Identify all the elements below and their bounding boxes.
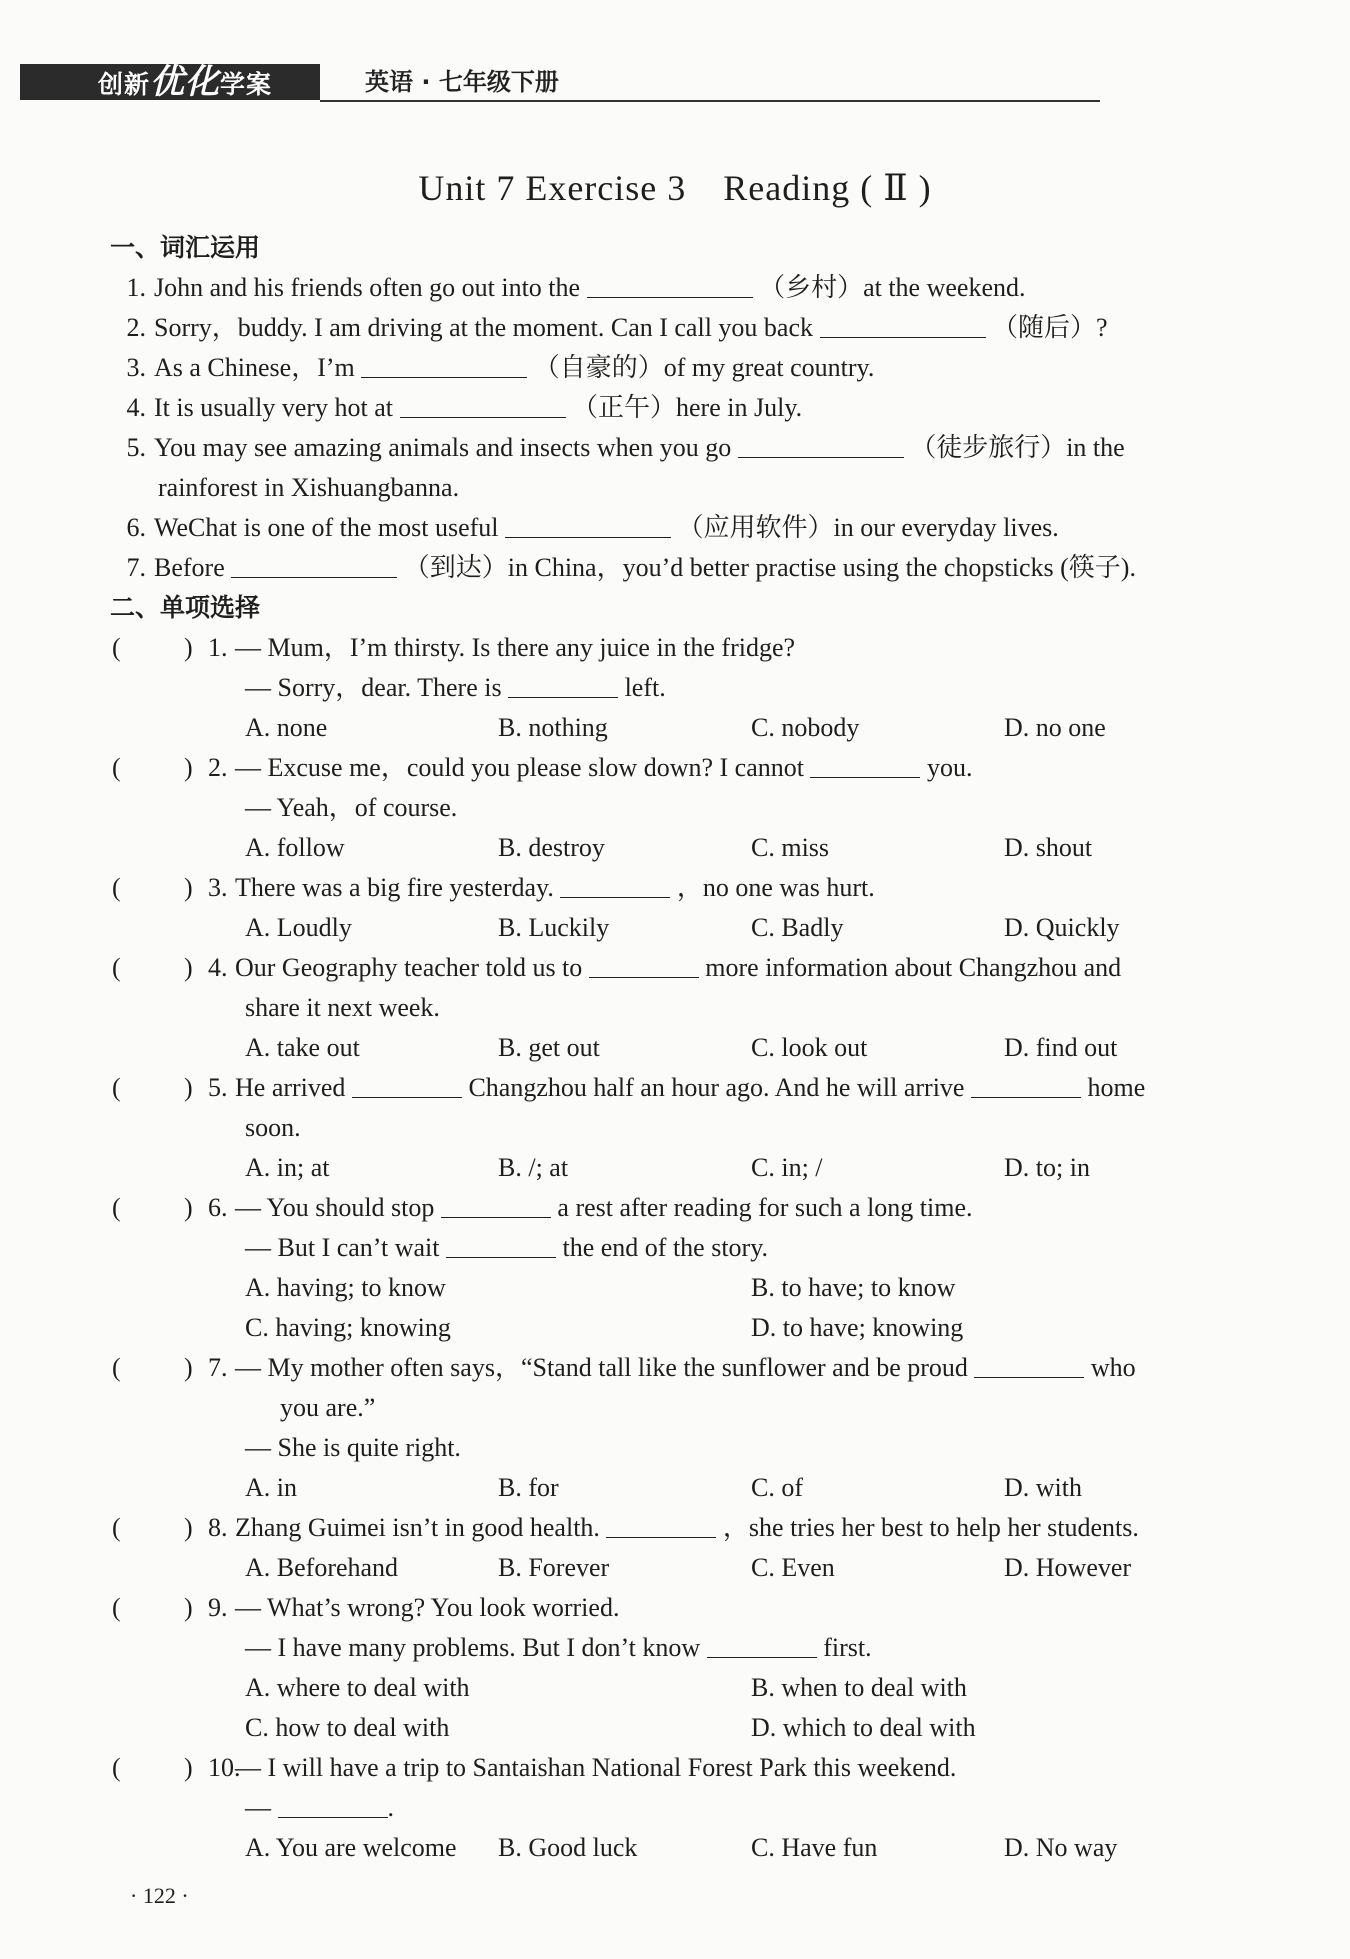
vocab-item-7: 7. Before （到达）in China，you’d better practise using the chopsticks (筷子).: [126, 553, 1136, 582]
question-10: ( ) 10. — I will have a trip to Santaishan National Forest Park this weekend.: [110, 1748, 1260, 1788]
vocab-item-5: 5. You may see amazing animals and insects when you go （徒步旅行）in the: [126, 433, 1125, 462]
question-10-line-2: — .: [245, 1793, 394, 1822]
answer-blank[interactable]: [441, 1191, 551, 1218]
option-a[interactable]: A. follow: [245, 833, 345, 862]
header-rule: [320, 100, 1100, 102]
question-3: ( ) 3. There was a big fire yesterday. ，no one was hurt.: [110, 868, 1260, 908]
option-c[interactable]: C. in; /: [751, 1153, 823, 1182]
question-8: ( ) 8. Zhang Guimei isn’t in good health. ，she tries her best to help her students.: [110, 1508, 1260, 1548]
answer-blank[interactable]: [446, 1231, 556, 1258]
section-choice-heading: 二、单项选择: [110, 593, 261, 622]
page-title: Unit 7 Exercise 3 Reading ( Ⅱ ): [418, 168, 932, 208]
option-d[interactable]: D. with: [1004, 1473, 1082, 1502]
option-a[interactable]: A. in; at: [245, 1153, 330, 1182]
vocab-item-3: 3. As a Chinese，I’m （自豪的）of my great country.: [126, 353, 875, 382]
answer-slot[interactable]: ( ) 8.: [112, 1513, 228, 1542]
question-6-line-2: — But I can’t wait the end of the story.: [245, 1233, 769, 1262]
answer-blank[interactable]: [606, 1511, 716, 1538]
vocab-item-2: 2. Sorry，buddy. I am driving at the moment. Can I call you back （随后）?: [126, 313, 1108, 342]
question-9-line-2: — I have many problems. But I don’t know first.: [245, 1633, 872, 1662]
answer-slot[interactable]: ( ) 10.: [112, 1753, 241, 1782]
option-c[interactable]: C. Badly: [751, 913, 844, 942]
answer-blank[interactable]: [231, 551, 397, 578]
answer-slot[interactable]: ( ) 7.: [112, 1353, 228, 1382]
option-b[interactable]: B. for: [498, 1473, 559, 1502]
option-d[interactable]: D. which to deal with: [751, 1713, 976, 1742]
answer-blank[interactable]: [361, 351, 527, 378]
answer-blank[interactable]: [278, 1791, 388, 1818]
answer-slot[interactable]: ( ) 4.: [112, 953, 228, 982]
option-a[interactable]: A. having; to know: [245, 1273, 446, 1302]
question-1-line-2: — Sorry，dear. There is left.: [245, 673, 666, 702]
question-6-options-row-2: [110, 1308, 1260, 1348]
option-a[interactable]: A. where to deal with: [245, 1673, 470, 1702]
option-b[interactable]: B. to have; to know: [751, 1273, 956, 1302]
answer-slot[interactable]: ( ) 3.: [112, 873, 228, 902]
vocab-item-5-continued: rainforest in Xishuangbanna.: [158, 473, 460, 502]
answer-blank[interactable]: [587, 271, 753, 298]
option-a[interactable]: A. Beforehand: [245, 1553, 399, 1582]
answer-blank[interactable]: [971, 1071, 1081, 1098]
question-7: ( ) 7. — My mother often says，“Stand tall like the sunflower and be proud who: [110, 1348, 1260, 1388]
answer-blank[interactable]: [508, 671, 618, 698]
question-7-line-2: you are.”: [280, 1393, 376, 1422]
option-b[interactable]: B. get out: [498, 1033, 600, 1062]
answer-blank[interactable]: [820, 311, 986, 338]
option-d[interactable]: D. to have; knowing: [751, 1313, 964, 1342]
option-d[interactable]: D. no one: [1004, 713, 1106, 742]
question-6-options-row-1: [110, 1268, 1260, 1308]
option-a[interactable]: A. You are welcome: [245, 1833, 457, 1862]
question-7-options: [110, 1468, 1260, 1508]
question-10-options: [110, 1828, 1260, 1868]
option-c[interactable]: C. nobody: [751, 713, 860, 742]
question-5-line-2: soon.: [245, 1113, 301, 1142]
option-b[interactable]: B. when to deal with: [751, 1673, 967, 1702]
option-a[interactable]: A. take out: [245, 1033, 360, 1062]
page-header: [20, 60, 1080, 104]
answer-slot[interactable]: ( ) 2.: [112, 753, 228, 782]
option-b[interactable]: B. Luckily: [498, 913, 610, 942]
option-d[interactable]: D. shout: [1004, 833, 1093, 862]
answer-blank[interactable]: [589, 951, 699, 978]
subject-label: 英语 · 七年级下册: [365, 68, 559, 96]
question-9-options-row-1: [110, 1668, 1260, 1708]
question-5: ( ) 5. He arrived Changzhou half an hour ago. And he will arrive home: [110, 1068, 1260, 1108]
vocab-item-4: 4. It is usually very hot at （正午）here in July.: [126, 393, 803, 422]
answer-slot[interactable]: ( ) 5.: [112, 1073, 228, 1102]
option-d[interactable]: D. to; in: [1004, 1153, 1090, 1182]
answer-slot[interactable]: ( ) 9.: [112, 1593, 228, 1622]
answer-blank[interactable]: [707, 1631, 817, 1658]
page-number: · 122 ·: [130, 1883, 189, 1908]
option-a[interactable]: A. none: [245, 713, 328, 742]
question-1: ( ) 1. — Mum，I’m thirsty. Is there any juice in the fridge?: [110, 628, 1260, 668]
option-b[interactable]: B. nothing: [498, 713, 608, 742]
vocab-item-1: 1. John and his friends often go out into the （乡村）at the weekend.: [126, 273, 1026, 302]
answer-slot[interactable]: ( ) 6.: [112, 1193, 228, 1222]
question-4-options: [110, 1028, 1260, 1068]
answer-blank[interactable]: [352, 1071, 462, 1098]
question-2-options: [110, 828, 1260, 868]
answer-slot[interactable]: ( ) 1.: [112, 633, 228, 662]
question-2-line-2: — Yeah，of course.: [245, 793, 458, 822]
question-9-options-row-2: [110, 1708, 1260, 1748]
option-d[interactable]: D. No way: [1004, 1833, 1118, 1862]
vocab-item-6: 6. WeChat is one of the most useful （应用软件）in our everyday lives.: [126, 513, 1059, 542]
question-6: ( ) 6. — You should stop a rest after reading for such a long time.: [110, 1188, 1260, 1228]
question-1-options: [110, 708, 1260, 748]
option-b[interactable]: B. Forever: [498, 1553, 610, 1582]
option-a[interactable]: A. in: [245, 1473, 297, 1502]
option-b[interactable]: B. Good luck: [498, 1833, 638, 1862]
option-c[interactable]: C. of: [751, 1473, 803, 1502]
option-d[interactable]: D. find out: [1004, 1033, 1118, 1062]
option-c[interactable]: C. look out: [751, 1033, 868, 1062]
answer-blank[interactable]: [974, 1351, 1084, 1378]
option-c[interactable]: C. Even: [751, 1553, 835, 1582]
section-vocabulary-heading: 一、词汇运用: [110, 233, 261, 262]
option-b[interactable]: B. destroy: [498, 833, 605, 862]
option-c[interactable]: C. having; knowing: [245, 1313, 451, 1342]
option-a[interactable]: A. Loudly: [245, 913, 352, 942]
question-4: ( ) 4. Our Geography teacher told us to more information about Changzhou and: [110, 948, 1260, 988]
brand-logo: 创新优化学案: [20, 64, 320, 100]
answer-blank[interactable]: [560, 871, 670, 898]
answer-blank[interactable]: [505, 511, 671, 538]
question-7-line-3: — She is quite right.: [245, 1433, 461, 1462]
question-8-options: [110, 1548, 1260, 1588]
option-c[interactable]: C. miss: [751, 833, 830, 862]
option-d[interactable]: D. However: [1004, 1553, 1132, 1582]
question-2: ( ) 2. — Excuse me，could you please slow down? I cannot you.: [110, 748, 1260, 788]
worksheet-body: [110, 228, 1260, 1868]
question-9: ( ) 9. — What’s wrong? You look worried.: [110, 1588, 1260, 1628]
option-d[interactable]: D. Quickly: [1004, 913, 1120, 942]
answer-blank[interactable]: [400, 391, 566, 418]
option-b[interactable]: B. /; at: [498, 1153, 569, 1182]
option-c[interactable]: C. Have fun: [751, 1833, 878, 1862]
option-c[interactable]: C. how to deal with: [245, 1713, 450, 1742]
question-3-options: [110, 908, 1260, 948]
answer-blank[interactable]: [810, 751, 920, 778]
question-5-options: [110, 1148, 1260, 1188]
answer-blank[interactable]: [738, 431, 904, 458]
question-4-line-2: share it next week.: [245, 993, 440, 1022]
